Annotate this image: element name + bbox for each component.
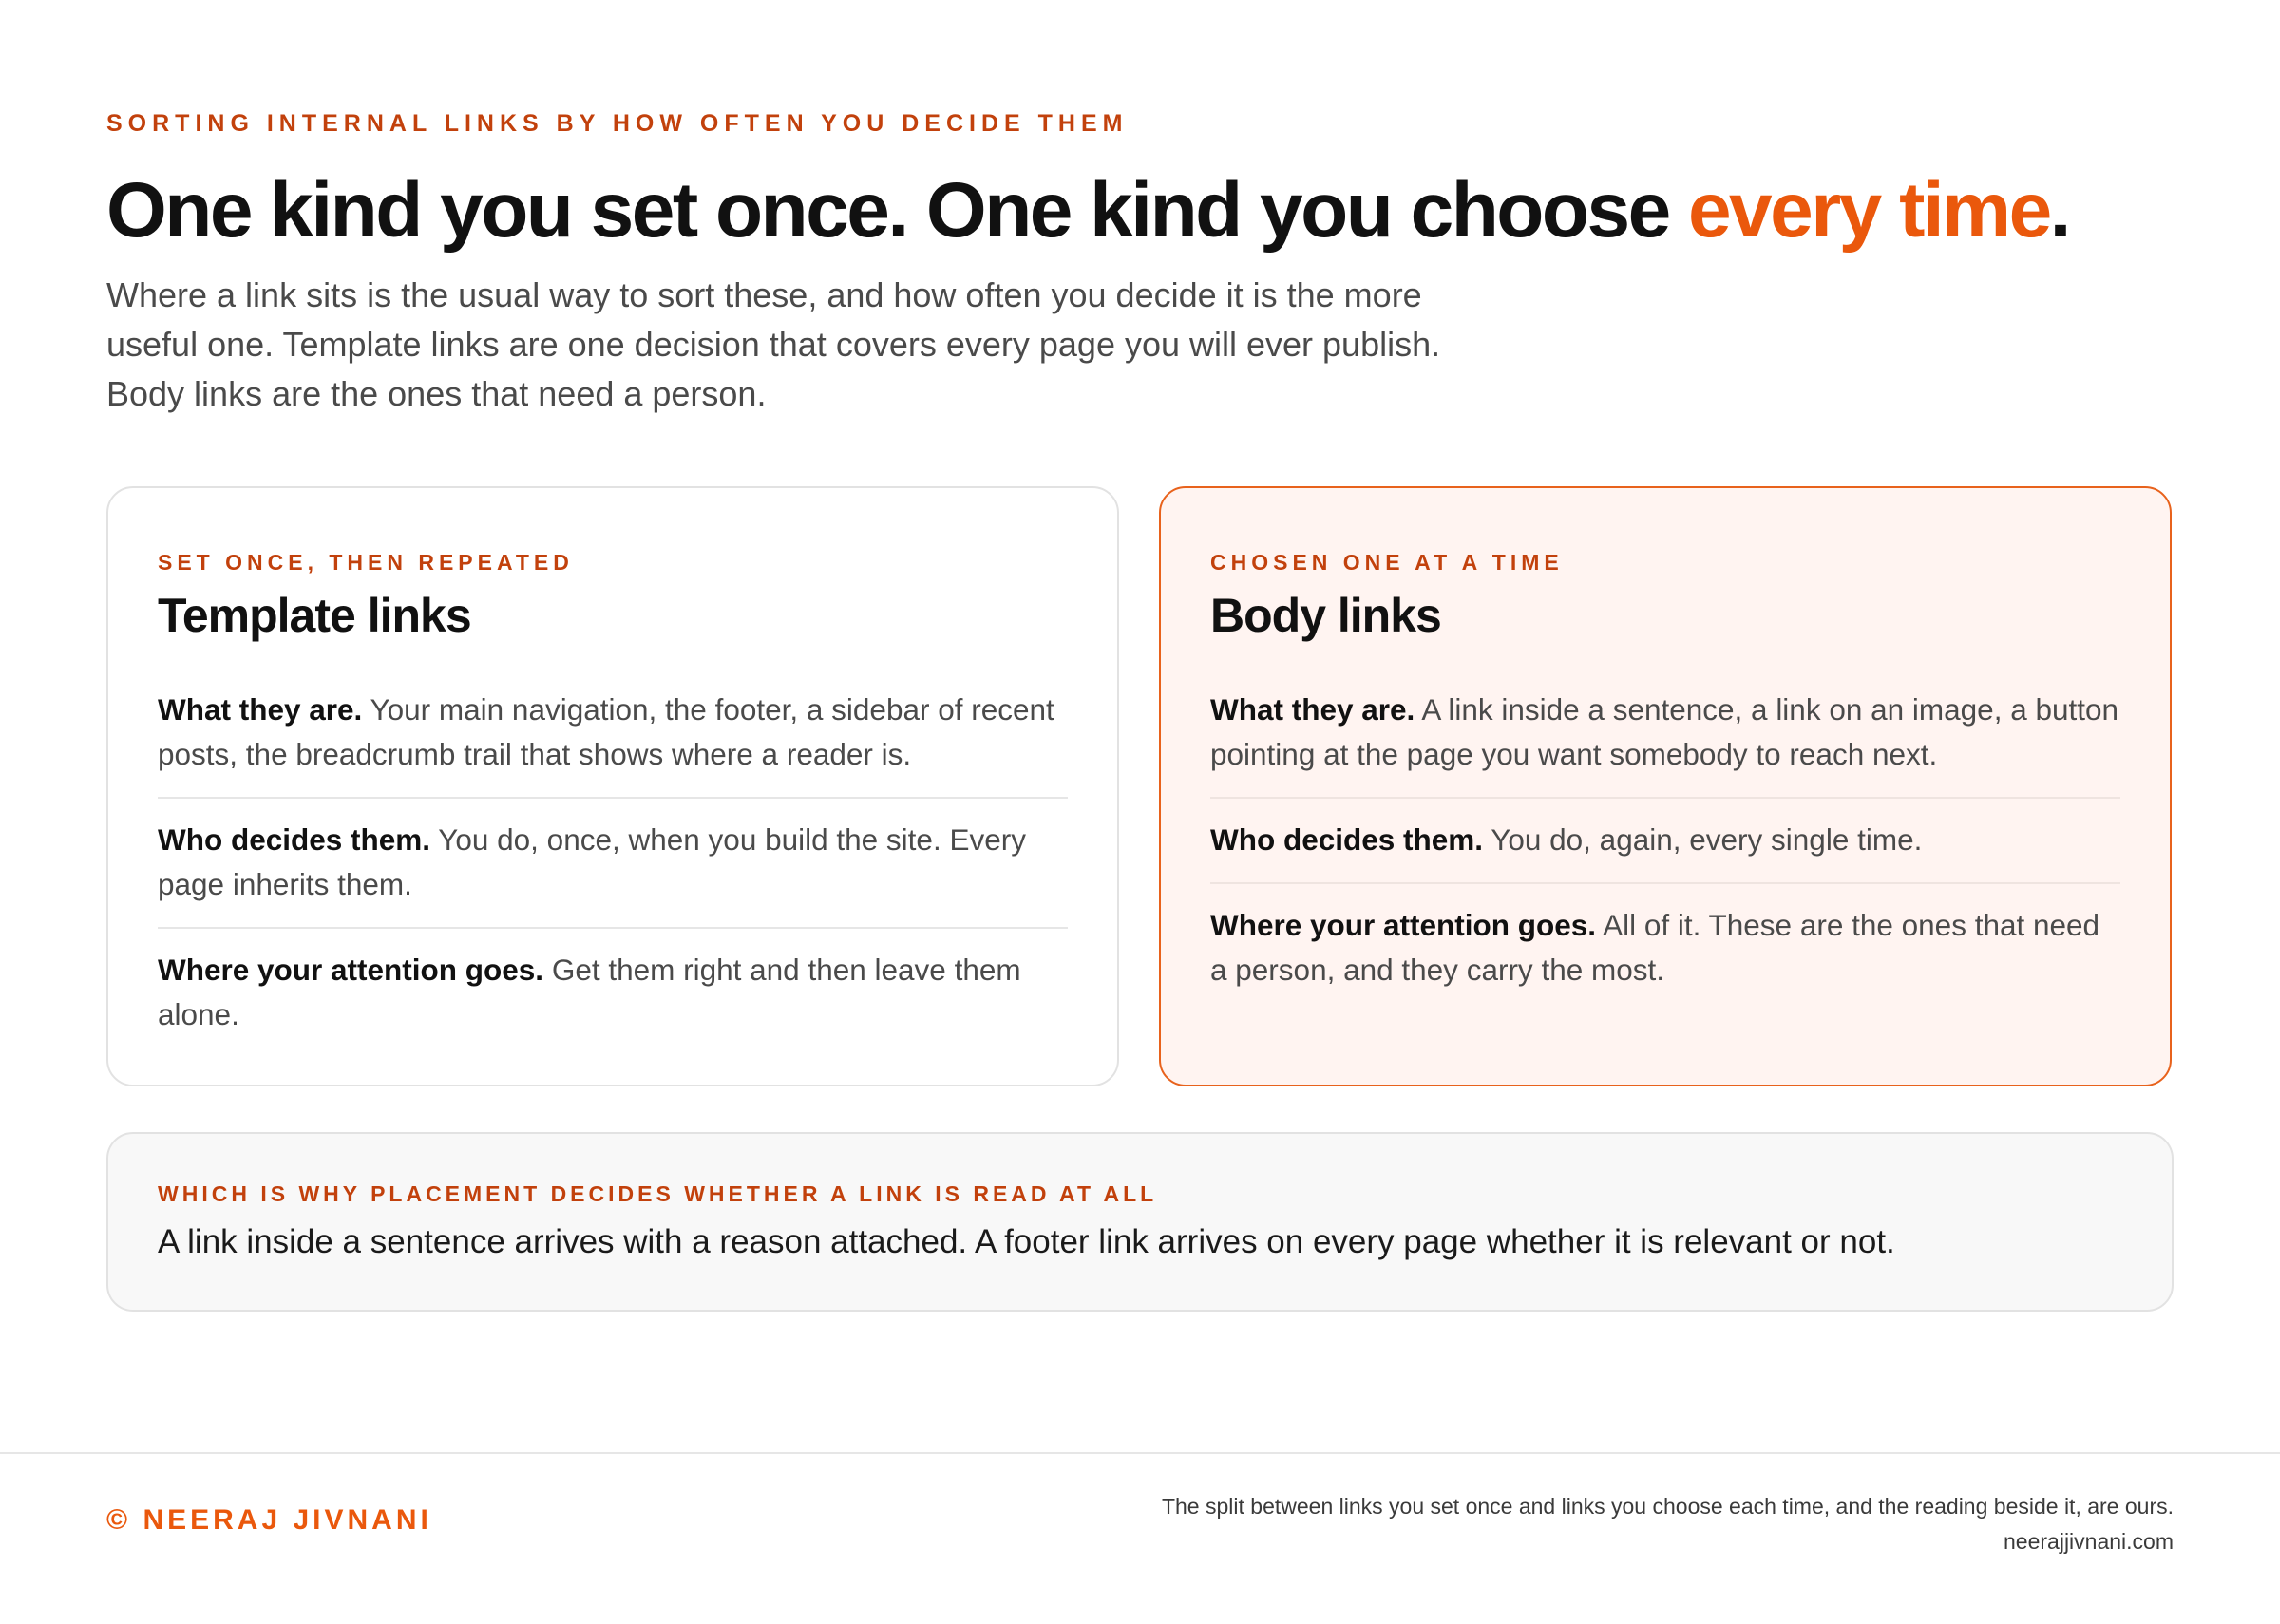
card-eyebrow: SET ONCE, THEN REPEATED <box>158 550 574 575</box>
card-title: Template links <box>158 589 471 642</box>
note-text: A link inside a sentence arrives with a reason attached. A footer link arrives on every page whether it is relevant or not. <box>158 1223 1895 1260</box>
card-row-what <box>1210 669 2120 799</box>
headline-main: One kind you set once. One kind you choose <box>106 167 1688 254</box>
row-text: You do, once, when you build the site. Every page inherits them. <box>158 822 1026 901</box>
row-label: What they are. <box>158 692 363 727</box>
note-eyebrow: WHICH IS WHY PLACEMENT DECIDES WHETHER A LINK IS READ AT ALL <box>158 1181 1158 1206</box>
row-text: Get them right and then leave them alone. <box>158 953 1021 1031</box>
headline-accent: every time <box>1687 167 2050 254</box>
footer-credit: The split between links you set once and links you choose each time, and the reading beside it, are ours. <box>1161 1494 2174 1519</box>
row-label: Where your attention goes. <box>1210 908 1597 942</box>
placement-note <box>106 1132 2174 1312</box>
card-row-attention <box>1210 884 2120 1012</box>
row-text: All of it. These are the ones that need a person, and they carry the most. <box>1210 908 2100 987</box>
row-label: Who decides them. <box>1210 822 1484 857</box>
row-text: A link inside a sentence, a link on an image, a button pointing at the page you want somebody to reach next. <box>1210 692 2119 771</box>
card-eyebrow: CHOSEN ONE AT A TIME <box>1210 550 1564 575</box>
card-row-what <box>158 669 1068 799</box>
page <box>106 0 2174 1624</box>
footer-brand: © NEERAJ JIVNANI <box>106 1504 432 1536</box>
row-label: What they are. <box>1210 692 1416 727</box>
card-row-attention <box>158 929 1068 1057</box>
page-title <box>106 163 2069 258</box>
row-text: You do, again, every single time. <box>1491 822 1923 857</box>
row-label: Who decides them. <box>158 822 431 857</box>
footer-divider <box>0 1452 2280 1454</box>
footer-site-link[interactable]: neerajjivnani.com <box>2004 1529 2174 1554</box>
card-row-who <box>1210 799 2120 884</box>
intro-paragraph: Where a link sits is the usual way to sort these, and how often you decide it is the more useful one. Template links are one decision that covers every page you will ever publish. Body links are the ones that need a person. <box>106 275 1441 413</box>
row-label: Where your attention goes. <box>158 953 544 987</box>
headline-end: . <box>2049 167 2069 254</box>
body-links-card <box>1159 486 2172 1086</box>
footer-credit-block <box>1162 1489 2174 1559</box>
card-row-who <box>158 799 1068 929</box>
row-text: Your main navigation, the footer, a sidebar of recent posts, the breadcrumb trail that shows where a reader is. <box>158 692 1054 771</box>
template-links-card <box>106 486 1119 1086</box>
page-eyebrow: SORTING INTERNAL LINKS BY HOW OFTEN YOU DECIDE THEM <box>106 110 1129 137</box>
card-title: Body links <box>1210 589 1441 642</box>
